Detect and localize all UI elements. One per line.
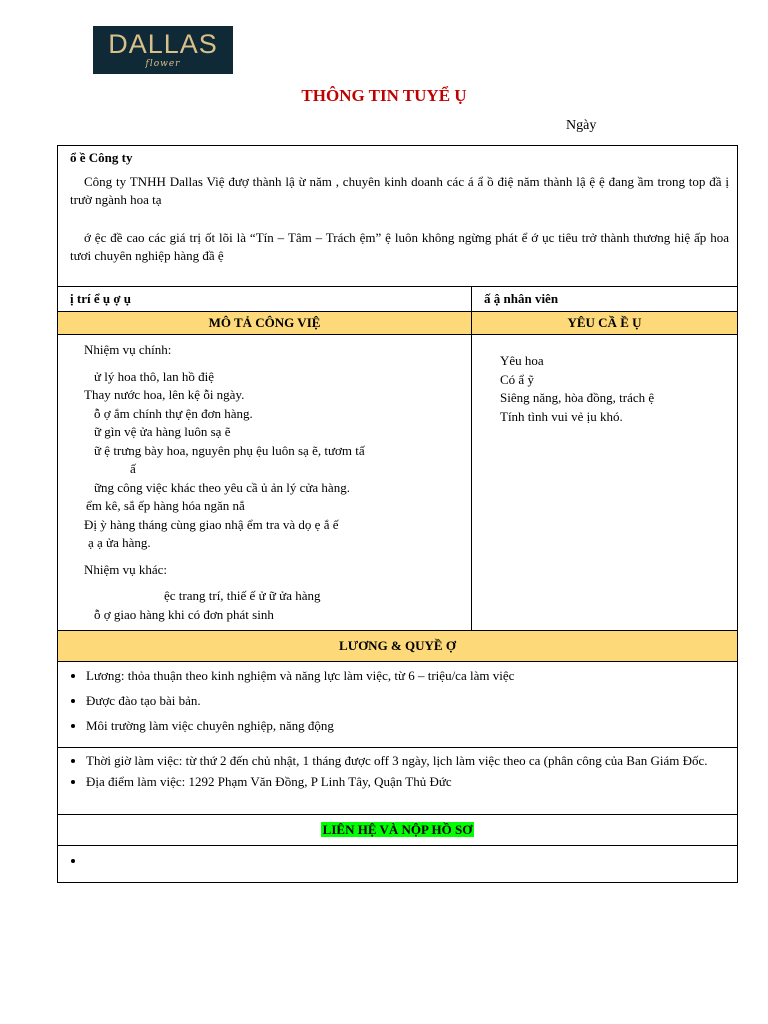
task-line: ững công việc khác theo yêu cầ ủ ản lý cửa hàng. <box>94 479 350 495</box>
date-label: Ngày <box>566 118 597 133</box>
requirements <box>472 335 738 631</box>
benefit-item: • Lương: thỏa thuận theo kinh nghiệm và năng lực làm việc, từ 6 – triệu/ca làm việc <box>86 667 737 685</box>
logo-sub: flower <box>145 59 181 69</box>
benefit-item: • Môi trường làm việc chuyên nghiệp, năng động <box>86 717 737 735</box>
desc-header: MÔ TẢ CÔNG VIỆ <box>58 312 472 335</box>
req-header: YÊU CẦ Ề Ụ <box>472 312 738 335</box>
job-info-table <box>57 145 738 883</box>
benefits-list <box>58 662 738 748</box>
benefits-header: LƯƠNG & QUYỀ Ợ <box>58 631 738 662</box>
task-line: ạ ạ ửa hàng. <box>88 535 151 550</box>
company-heading: ổ ề Công ty <box>70 150 133 165</box>
requirement-item: Có ẩ ỹ <box>500 371 534 387</box>
company-logo <box>93 26 233 74</box>
job-description <box>58 335 472 631</box>
task-line: ữ gìn vệ ửa hàng luôn sạ ẽ <box>94 424 231 439</box>
work-detail-item: • Địa điểm làm việc: 1292 Phạm Văn Đồng, P Linh Tây, Quận Thủ Đức <box>86 773 737 791</box>
company-para-2: ớ ệc đề cao các giá trị ốt lõi là “Tín – Tâm – Trách ệm” ệ luôn không ngừng phát ể ớ ục tiêu trở thành thương hiệ ấp hoa tươi chuyên nghiệp hàng đầ ệ <box>70 230 729 263</box>
task-line: ữ ệ trưng bày hoa, nguyên phụ ệu luôn sạ ẽ, tươm tấ <box>94 442 365 458</box>
task-line: ểm kê, sắ ếp hàng hóa ngăn nắ <box>86 498 245 513</box>
contact-item <box>86 852 737 870</box>
task-line: ấ <box>130 461 136 476</box>
quantity-cell: ấ ậ nhân viên <box>472 287 738 312</box>
task-line: ệc trang trí, thiế ế ử ữ ửa hàng <box>164 588 321 603</box>
task-line: Đị ỳ hàng tháng cùng giao nhậ ểm tra và dọ ẹ ắ ế <box>84 516 339 532</box>
company-para-1: Công ty TNHH Dallas Việ đượ thành lậ ừ năm , chuyên kinh doanh các á ẩ ồ điệ năm thành lậ ệ ệ đang ầm trong top đầ ị trườ ngành hoa tạ <box>70 174 729 207</box>
contact-header <box>58 815 738 846</box>
requirement-item: Yêu hoa <box>500 353 544 368</box>
benefit-item: • Được đào tạo bài bản. <box>86 692 737 710</box>
work-detail-item: • Thời giờ làm việc: từ thứ 2 đến chủ nhật, 1 tháng được off 3 ngày, lịch làm việc theo ca (phân công của Ban Giám Đốc. <box>86 752 737 770</box>
task-line: Thay nước hoa, lên kệ ỗi ngày. <box>84 387 245 402</box>
task-line: ỗ ợ ắm chính thự ện đơn hàng. <box>94 405 253 421</box>
other-tasks-label: Nhiệm vụ khác: <box>84 561 168 577</box>
task-line: ử lý hoa thô, lan hồ điệ <box>94 368 215 384</box>
page-title: THÔNG TIN TUYỂ Ụ <box>301 86 467 105</box>
work-details <box>58 748 738 815</box>
company-intro <box>58 146 738 287</box>
position-cell: ị trí ể ụ ợ ụ <box>58 287 472 312</box>
contact-list <box>58 846 738 883</box>
contact-header-label: LIÊN HỆ VÀ NỘP HỒ SƠ <box>322 822 473 837</box>
main-tasks-label: Nhiệm vụ chính: <box>84 342 172 357</box>
task-line: ỗ ợ giao hàng khi có đơn phát sinh <box>94 606 274 622</box>
requirement-item: Tính tình vui vẻ ịu khó. <box>500 408 623 424</box>
logo-brand: DALLAS <box>108 29 218 59</box>
requirement-item: Siêng năng, hòa đồng, trách ệ <box>500 390 655 405</box>
